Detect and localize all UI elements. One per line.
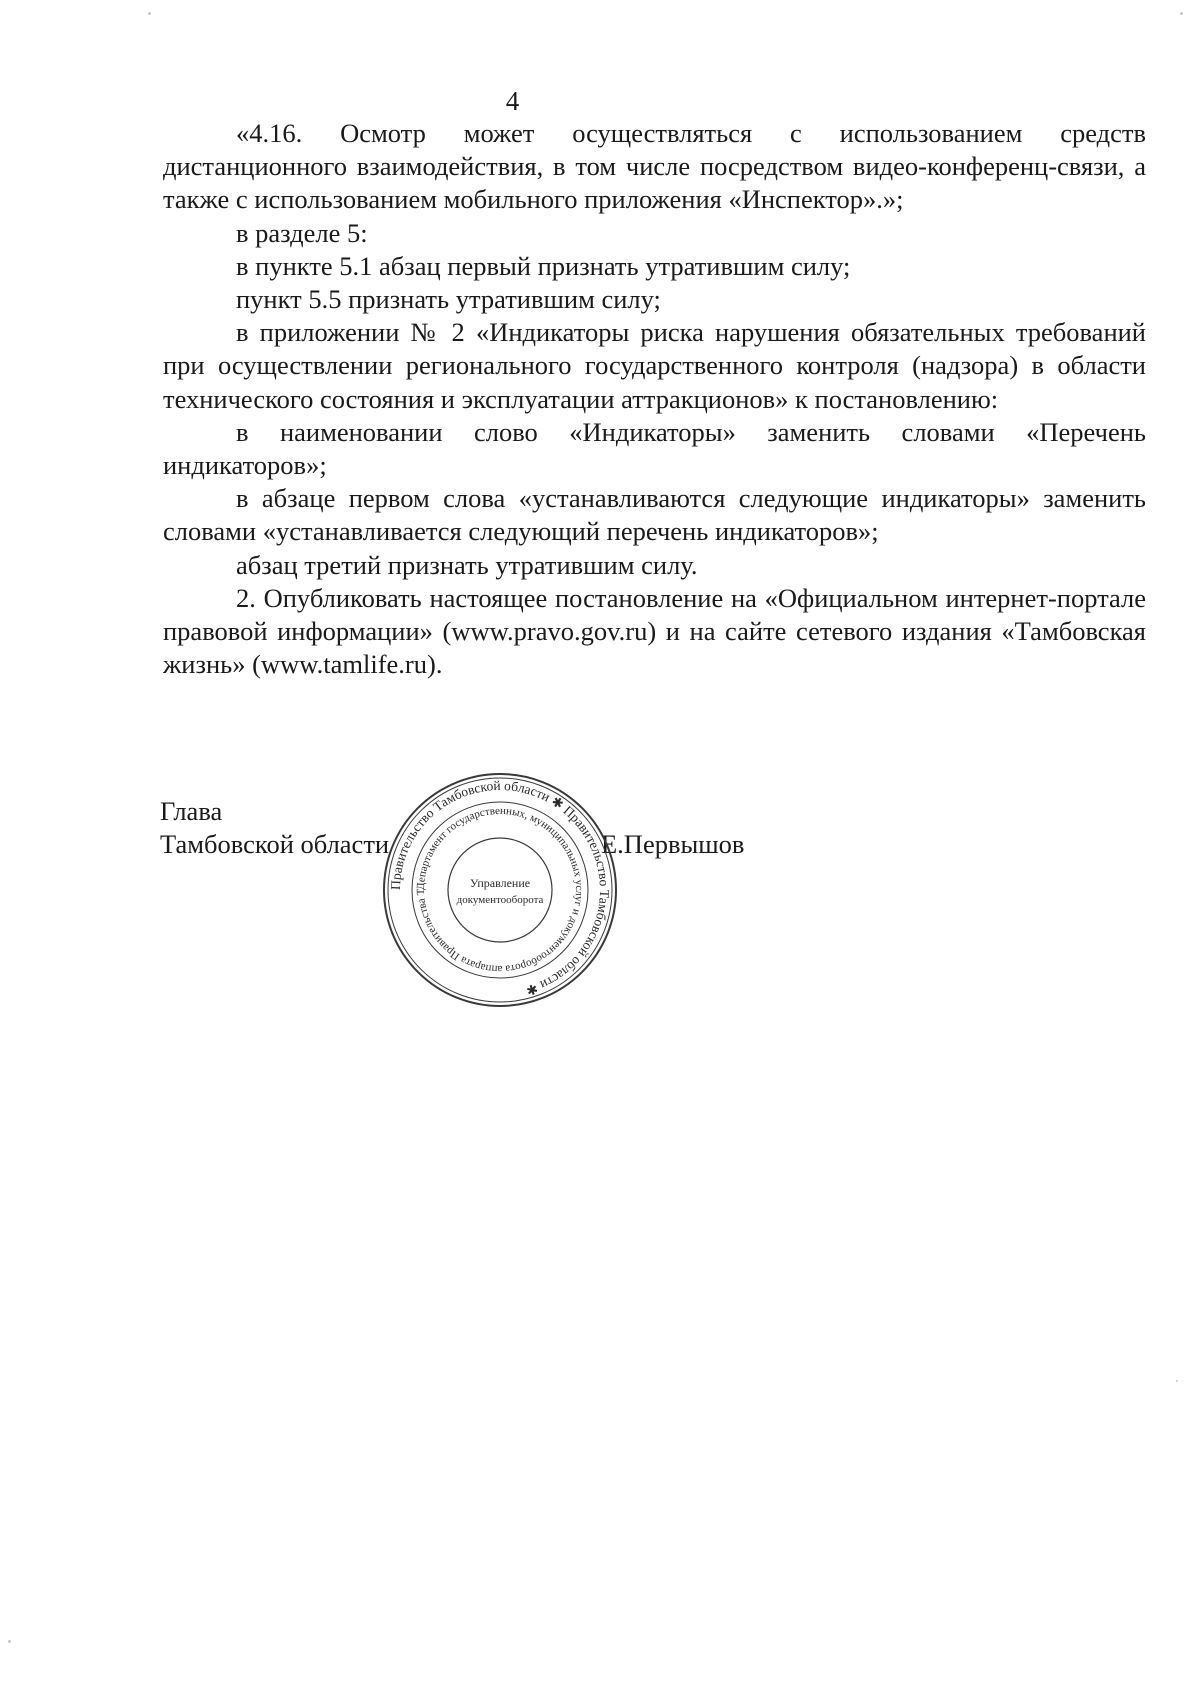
page-number: 4 [505, 86, 520, 116]
signatory-title-line2: Тамбовской области [160, 829, 390, 859]
paragraph-first-para-change: в абзаце первом слова «устанавливаются следующие индикаторы» заменить словами «устанавливается следующий перечень индикаторов»; [163, 483, 1146, 547]
signatory-name: Е.Первышов [601, 829, 745, 859]
scan-artifact [148, 12, 151, 15]
paragraph-title-change: в наименовании слово «Индикаторы» заменить словами «Перечень индикаторов»; [163, 416, 1146, 481]
stamp-seal-icon [380, 770, 620, 1010]
paragraph-third-para-void: абзац третий признать утратившим силу. [236, 549, 698, 580]
signatory-title [160, 795, 389, 861]
paragraph-item-5-1: в пункте 5.1 абзац первый признать утратившим силу; [236, 250, 851, 281]
scan-artifact [1176, 1380, 1178, 1382]
stamp-inner-text: Департамент государственных, муниципальных услуг и документооборота аппарата Правительства Т [414, 804, 586, 976]
official-stamp [380, 770, 620, 1010]
scan-artifact [8, 1640, 11, 1643]
signatory-title-line1: Глава [160, 796, 223, 826]
paragraph-appendix-2: в приложении № 2 «Индикаторы риска нарушения обязательных требований при осуществлении регионального государственного контроля (надзора) в области технического состояния и эксплуатации аттракционов» к постановлению: [163, 317, 1146, 414]
paragraph-item-5-5: пункт 5.5 признать утратившим силу; [236, 284, 661, 315]
paragraph-publish: 2. Опубликовать настоящее постановление на «Официальном интернет-портале правовой информации» (www.pravo.gov.ru) и на сайте сетевого издания «Тамбовская жизнь» (www.tamlife.ru). [163, 582, 1146, 680]
stamp-outer-text: Правительство Тамбовской области ✱ Правительство Тамбовской области ✱ [387, 777, 613, 999]
scan-artifact [1180, 12, 1183, 15]
document-body [163, 117, 1146, 681]
paragraph-4-16: «4.16. Осмотр может осуществляться с использованием средств дистанционного взаимодействия, в том числе посредством видео-конференц-связи, а также с использованием мобильного приложения «Инспектор».»; [163, 118, 1146, 215]
stamp-center-line2: документооборота [456, 894, 544, 906]
stamp-center-line1: Управление [469, 876, 531, 890]
paragraph-section-5: в разделе 5: [236, 217, 368, 248]
